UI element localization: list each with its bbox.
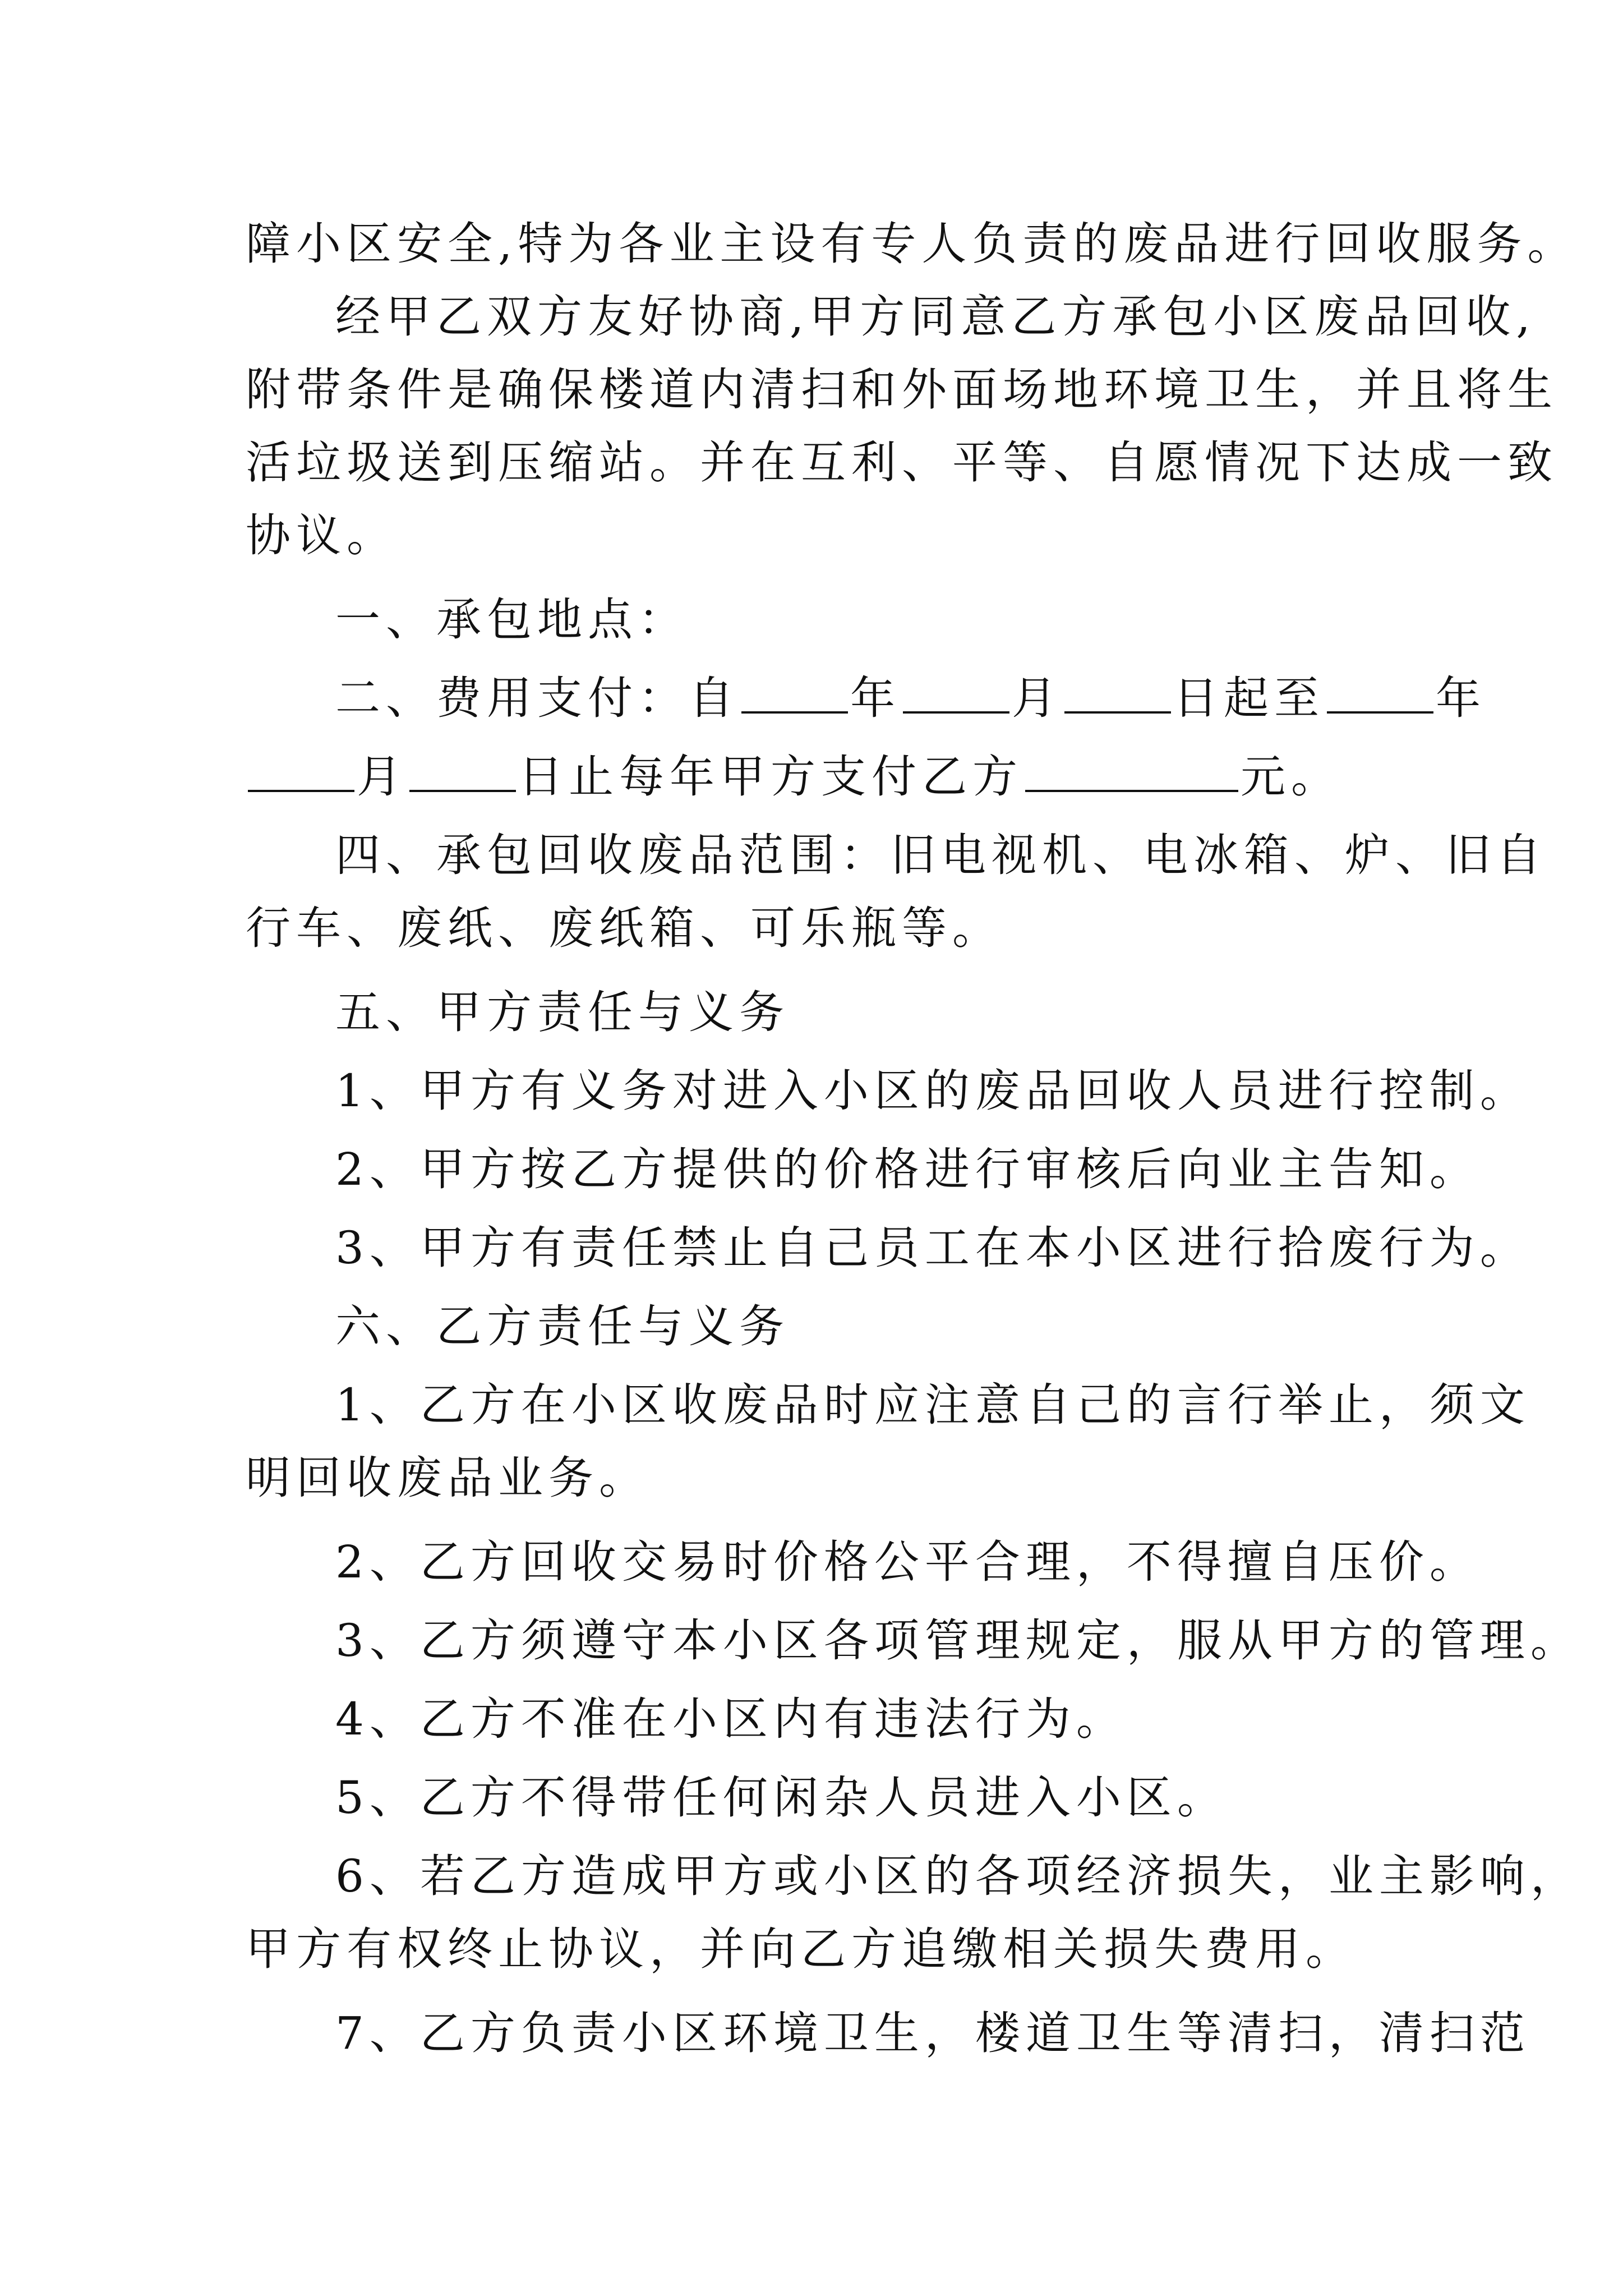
- year-blank: [741, 677, 848, 714]
- fee-clause-text: 元。: [1241, 751, 1341, 803]
- paragraph-line: 行车、废纸、废纸箱、可乐瓶等。: [246, 902, 1003, 954]
- fee-clause-text: 日止每年甲方支付乙方: [518, 751, 1023, 803]
- fee-clause-text: 日起至: [1173, 672, 1325, 724]
- list-item: 1、甲方有义务对进入小区的废品回收人员进行控制。: [335, 1065, 1530, 1117]
- paragraph-line: 经甲乙双方友好协商,甲方同意乙方承包小区废品回收,: [335, 291, 1536, 343]
- fee-clause-text: 年: [1436, 672, 1486, 724]
- section-heading: 五、甲方责任与义务: [335, 986, 790, 1038]
- month-blank: [903, 677, 1009, 714]
- section-heading: 六、乙方责任与义务: [335, 1300, 790, 1352]
- fee-clause-line-2: [246, 740, 1341, 813]
- list-item: 6、若乙方造成甲方或小区的各项经济损失，业主影响，: [335, 1850, 1581, 1902]
- list-item: 5、乙方不得带任何闲杂人员进入小区。: [335, 1772, 1228, 1824]
- paragraph-line: 障小区安全,特为各业主设有专人负责的废品进行回收服务。: [246, 218, 1578, 270]
- paragraph-line: 活垃圾送到压缩站。并在互利、平等、自愿情况下达成一致: [246, 436, 1558, 489]
- paragraph-line: 四、承包回收废品范围：旧电视机、电冰箱、炉、旧自: [335, 829, 1547, 881]
- fee-clause-text: 年: [850, 672, 901, 724]
- day-blank: [409, 755, 516, 792]
- list-item: 2、甲方按乙方提供的价格进行审核后向业主告知。: [335, 1143, 1480, 1195]
- fee-clause-text: 月: [357, 751, 407, 803]
- list-item: 4、乙方不准在小区内有违法行为。: [335, 1693, 1127, 1745]
- list-item: 明回收废品业务。: [246, 1452, 649, 1504]
- month-blank: [248, 755, 354, 792]
- list-item: 3、甲方有责任禁止自己员工在本小区进行拾废行为。: [335, 1222, 1530, 1274]
- list-item: 2、乙方回收交易时价格公平合理，不得擅自压价。: [335, 1536, 1480, 1588]
- list-item: 甲方有权终止协议，并向乙方追缴相关损失费用。: [246, 1923, 1356, 1975]
- day-blank: [1064, 677, 1171, 714]
- paragraph-line: 协议。: [246, 509, 397, 562]
- year-blank: [1327, 677, 1433, 714]
- fee-clause-text: 二、费用支付：自: [335, 672, 739, 724]
- paragraph-line: 附带条件是确保楼道内清扫和外面场地环境卫生，并且将生: [246, 364, 1558, 416]
- amount-blank: [1025, 755, 1238, 792]
- list-item: 3、乙方须遵守本小区各项管理规定，服从甲方的管理。: [335, 1614, 1581, 1667]
- fee-clause-text: 月: [1012, 672, 1062, 724]
- list-item: 7、乙方负责小区环境卫生，楼道卫生等清扫，清扫范: [335, 2007, 1530, 2059]
- list-item: 1、乙方在小区收废品时应注意自己的言行举止，须文: [335, 1379, 1530, 1431]
- fee-clause-line-1: [335, 662, 1486, 735]
- section-heading: 一、承包地点：: [335, 593, 689, 646]
